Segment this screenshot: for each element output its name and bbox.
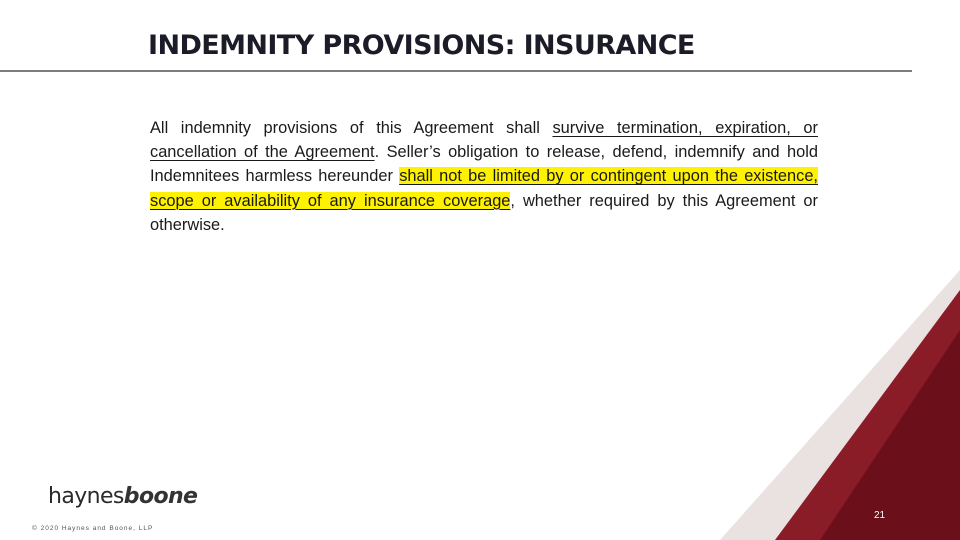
paragraph-text-intro: All indemnity provisions of this Agreement shall	[150, 119, 553, 137]
haynesboone-logo	[48, 484, 197, 509]
page-number: 21	[874, 510, 886, 521]
paragraph-text-closing: , whether required by this Agreement or otherwise.	[150, 191, 818, 234]
paragraph-text-obligation: . Seller’s obligation to release, defend, indemnify and hold Indemnitees harmless hereunder	[150, 143, 818, 186]
logo-text-bold: boone	[123, 484, 198, 509]
copyright-notice: © 2020 Haynes and Boone, LLP	[32, 525, 154, 532]
highlighted-insurance-clause: shall not be limited by or contingent upon the existence, scope or availability of any insurance coverage	[150, 167, 818, 210]
slide-title: INDEMNITY PROVISIONS: INSURANCE	[148, 30, 695, 61]
logo-text-light: haynes	[48, 484, 124, 509]
underlined-survival-clause: survive termination, expiration, or cancellation of the Agreement	[150, 119, 818, 162]
indemnity-paragraph	[150, 116, 818, 237]
title-divider	[0, 70, 912, 72]
